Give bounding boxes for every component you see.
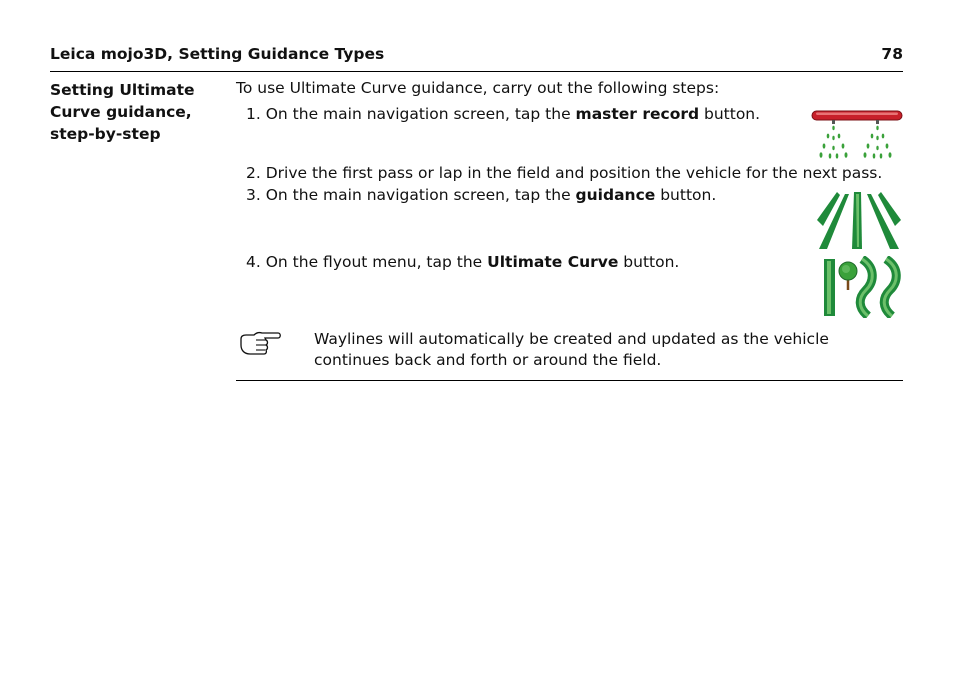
step-4 [246,253,679,271]
pointing-hand-icon [238,330,282,356]
step-text: On the flyout menu, tap the [265,253,488,271]
step-text: Drive the first pass or lap in the field and position the vehicle for the next pass. [265,164,883,182]
step-1 [246,105,760,123]
step-text: On the main navigation screen, tap the [265,186,576,204]
header-divider [50,71,903,72]
step-number: 4. [246,253,261,271]
header-title: Leica mojo3D, Setting Guidance Types [50,45,385,63]
step-number: 1. [246,105,261,123]
step-text: On the main navigation screen, tap the [265,105,576,123]
section-heading-line: Setting Ultimate [50,81,195,99]
page-number: 78 [881,45,903,63]
section-heading-line: step-by-step [50,125,161,143]
step-text: button. [699,105,761,123]
step-3 [246,186,716,204]
step-bold-text: Ultimate Curve [487,253,619,271]
step-bold-text: master record [575,105,700,123]
step-number: 2. [246,164,261,182]
section-bottom-divider [236,380,903,381]
step-number: 3. [246,186,261,204]
step-bold-text: guidance [575,186,656,204]
step-2 [246,164,882,182]
intro-text: To use Ultimate Curve guidance, carry out the following steps: [236,79,720,97]
note-text: Waylines will automatically be created and updated as the vehicle continues back and forth or around the field. [314,330,829,369]
ultimate-curve-icon [822,256,902,318]
section-heading-line: Curve guidance, [50,103,192,121]
section-heading [50,79,220,145]
master-record-icon [810,108,904,162]
step-text: button. [655,186,717,204]
step-text: button. [618,253,680,271]
guidance-icon [815,190,903,250]
